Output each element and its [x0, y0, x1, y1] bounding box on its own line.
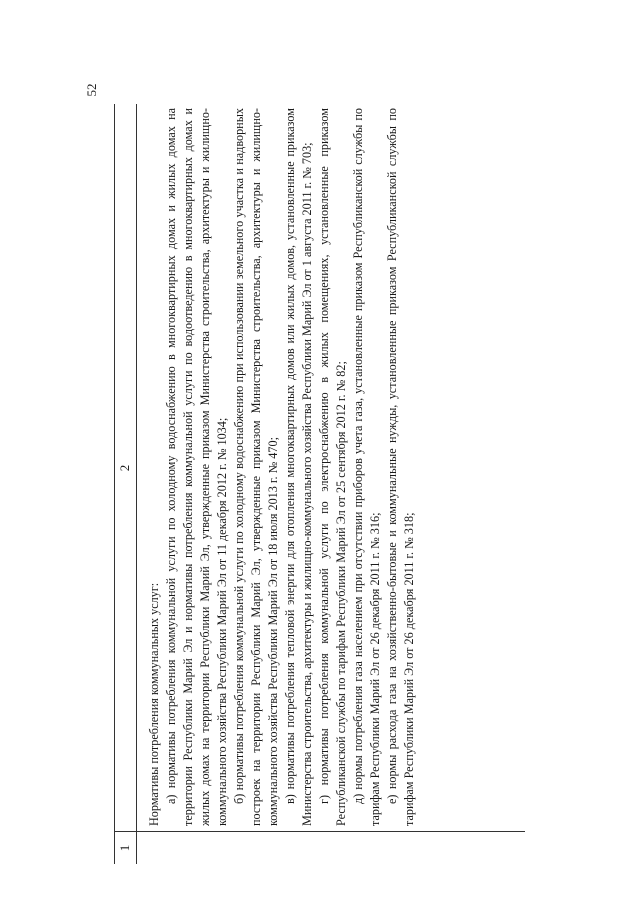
table-cell-content [146, 108, 418, 826]
table [112, 100, 527, 868]
section-heading: Нормативы потребления коммунальных услуг: [147, 582, 161, 826]
list-item-d: г) нормативы потребления коммунальной услуги по электроснабжению в жилых помещениях, установленные приказом Республиканской службы по тарифам Республики Марий Эл от 25 сентября 2012 г. № 82; [317, 108, 348, 826]
rotated-table-region [112, 100, 527, 868]
column-header-2: 2 [117, 464, 132, 472]
list-item-b: б) нормативы потребления коммунальной услуги по холодному водоснабжению при использовании земельного участка и надворных построек на территории Республики Марий Эл, утвержденные приказом Министерства строительства, архитектуры и жилищно-коммунального хозяйства Республики Марий Эл от 18 июля 2013 г. № 470; [232, 108, 280, 826]
table-top-border [114, 104, 115, 864]
table-header-border [136, 104, 137, 864]
column-separator [114, 831, 525, 832]
list-item-e: д) нормы потребления газа населением при отсутствии приборов учета газа, установленные приказом Республиканской службы по тарифам Республики Марий Эл от 26 декабря 2011 г. № 316; [351, 108, 382, 826]
list-item-c: в) нормативы потребления тепловой энергии для отопления многоквартирных домов или жилых домов, установленные приказом Министерства строительства, архитектуры и жилищно-коммунального хозяйства Республики Марий Эл от 1 августа 2011 г. № 703; [283, 108, 314, 826]
list-item-a: а) нормативы потребления коммунальной услуги по холодному водоснабжению в многоквартирных домах и жилых домах на территории Республики Марий Эл и нормативы потребления коммунальной услуги по водоотведению в многоквартирных домах и жилых домах на территории Республики Марий Эл, утвержденные приказом Министерства строительства, архитектуры и жилищно-коммунального хозяйства Республики Марий Эл от 11 декабря 2012 г. № 1034; [164, 108, 229, 826]
column-header-1: 1 [117, 844, 132, 852]
page-number: 52 [84, 83, 99, 97]
list-item-f: е) нормы расхода газа на хозяйственно-бытовые и коммунальные нужды, установленные приказом Республиканской службы по тарифам Республики Марий Эл от 26 декабря 2011 г. № 318; [385, 108, 416, 826]
